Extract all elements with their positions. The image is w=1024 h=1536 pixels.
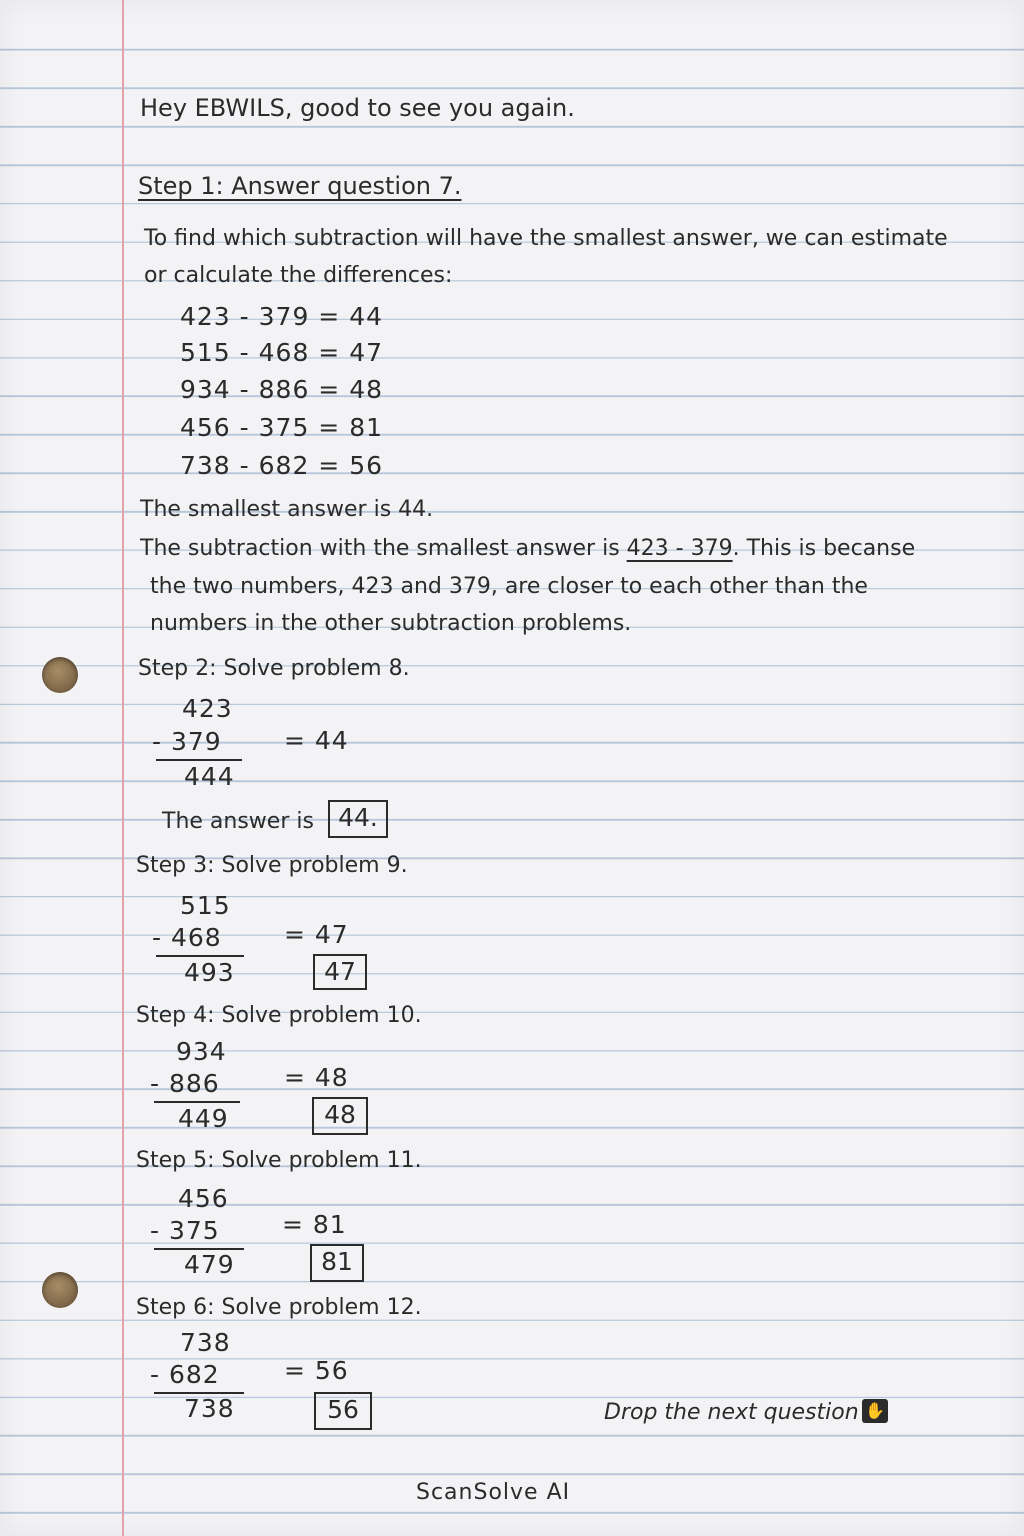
explanation-prefix: The subtraction with the smallest answer is xyxy=(140,536,627,561)
step2-heading: Step 2: Solve problem 8. xyxy=(138,656,410,681)
subtrahend: - 886 xyxy=(150,1069,220,1098)
answer-label: The answer is xyxy=(162,809,314,834)
greeting: Hey EBWILS, good to see you again. xyxy=(140,94,575,122)
subtrahend: - 375 xyxy=(150,1216,220,1245)
equation: 738 - 682 = 56 xyxy=(180,451,384,480)
step5-heading: Step 5: Solve problem 11. xyxy=(136,1148,422,1173)
equals-result: = 44 xyxy=(284,726,349,755)
difference: 738 xyxy=(184,1394,235,1423)
step1-intro-line2: or calculate the differences: xyxy=(144,263,453,288)
equals-result: = 81 xyxy=(282,1210,347,1239)
equation: 456 - 375 = 81 xyxy=(180,413,384,442)
difference: 449 xyxy=(178,1104,229,1133)
equals-result: = 48 xyxy=(284,1063,349,1092)
equation: 515 - 468 = 47 xyxy=(180,338,384,367)
step1-heading: Step 1: Answer question 7. xyxy=(138,172,462,200)
equals-result: = 56 xyxy=(284,1356,349,1385)
drop-next-question[interactable]: Drop the next question xyxy=(604,1400,859,1425)
minuend: 456 xyxy=(178,1184,229,1213)
difference: 493 xyxy=(184,958,235,987)
step1-intro-line1: To find which subtraction will have the smallest answer, we can estimate xyxy=(144,226,948,251)
equals-result: = 47 xyxy=(284,920,349,949)
answer-box: 56 xyxy=(314,1392,372,1430)
answer-box: 81 xyxy=(310,1244,364,1282)
step4-heading: Step 4: Solve problem 10. xyxy=(136,1003,422,1028)
explanation-line3: numbers in the other subtraction problems. xyxy=(150,611,632,636)
equation: 423 - 379 = 44 xyxy=(180,302,384,331)
minuend: 738 xyxy=(180,1328,231,1357)
explanation-line2: the two numbers, 423 and 379, are closer to each other than the xyxy=(150,574,868,599)
equation: 934 - 886 = 48 xyxy=(180,375,384,404)
subtrahend: - 682 xyxy=(150,1360,220,1389)
explanation-line1 xyxy=(140,536,915,561)
answer-box: 47 xyxy=(313,954,367,990)
subtrahend: - 379 xyxy=(152,727,222,756)
subtraction-rule xyxy=(156,955,244,957)
difference: 479 xyxy=(184,1250,235,1279)
footer-brand: ScanSolve AI xyxy=(416,1480,571,1505)
explanation-suffix: . This is becanse xyxy=(732,536,916,561)
step6-heading: Step 6: Solve problem 12. xyxy=(136,1295,422,1320)
answer-box: 44. xyxy=(328,800,388,838)
punch-hole xyxy=(42,657,78,693)
subtraction-rule xyxy=(156,759,242,761)
step3-heading: Step 3: Solve problem 9. xyxy=(136,853,408,878)
minuend: 423 xyxy=(182,694,233,723)
punch-hole xyxy=(42,1272,78,1308)
explanation-highlight: 423 - 379 xyxy=(626,536,733,561)
smallest-answer: The smallest answer is 44. xyxy=(140,497,434,522)
minuend: 515 xyxy=(180,891,231,920)
answer-box: 48 xyxy=(312,1097,368,1135)
minuend: 934 xyxy=(176,1037,227,1066)
subtraction-rule xyxy=(154,1101,240,1103)
hand-icon[interactable]: ✋ xyxy=(862,1399,888,1423)
difference: 444 xyxy=(184,762,235,791)
margin-line xyxy=(122,0,124,1536)
subtrahend: - 468 xyxy=(152,923,222,952)
